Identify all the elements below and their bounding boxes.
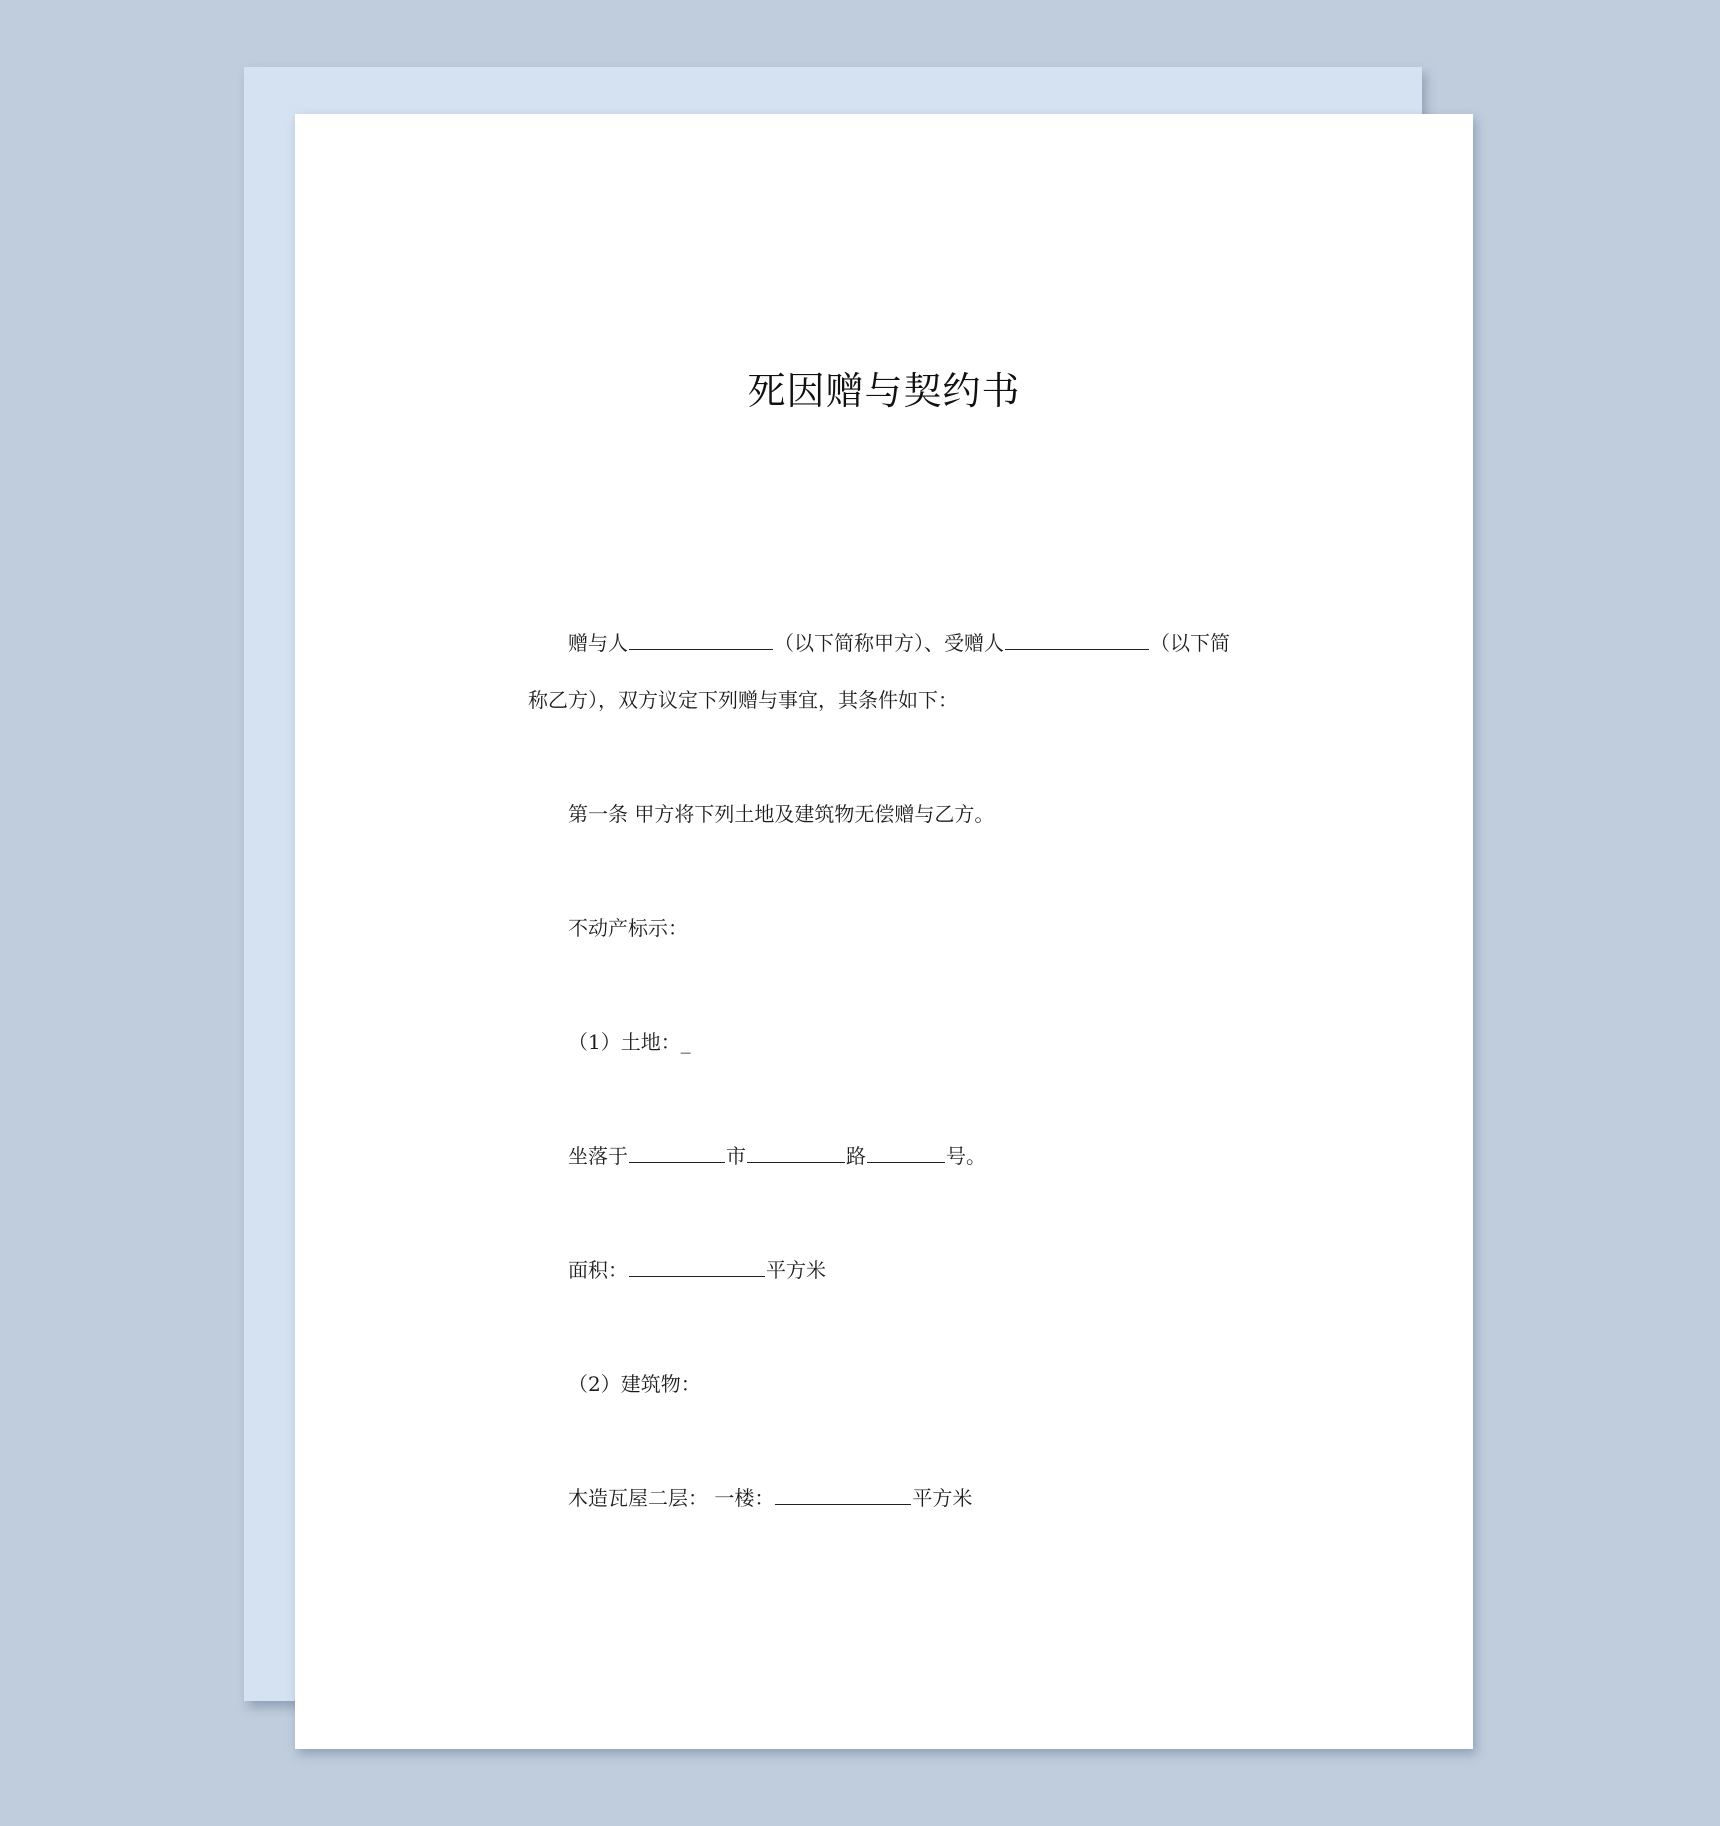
area-unit: 平方米 xyxy=(766,1258,826,1282)
article-one: 第一条 甲方将下列土地及建筑物无偿赠与乙方。 xyxy=(568,802,995,826)
first-floor-area-field[interactable] xyxy=(775,1484,911,1505)
donor-label: 赠与人 xyxy=(568,631,628,655)
document-title: 死因赠与契约书 xyxy=(747,369,1021,413)
document-page xyxy=(295,114,1473,1749)
city-field[interactable] xyxy=(629,1142,725,1163)
location-line xyxy=(568,1142,986,1170)
building-type-label: 木造瓦屋二层： 一楼： xyxy=(568,1486,775,1510)
road-label: 路 xyxy=(846,1144,866,1168)
area-line xyxy=(568,1256,826,1284)
land-label: （1）土地：_ xyxy=(568,1030,691,1054)
recipient-label: （以下简称甲方）、受赠人 xyxy=(774,631,1004,655)
donor-paragraph-line2: 称乙方），双方议定下列赠与事宜，其条件如下： xyxy=(528,688,958,712)
recipient-name-field[interactable] xyxy=(1005,629,1149,650)
building-label: （2）建筑物： xyxy=(568,1372,701,1396)
number-field[interactable] xyxy=(867,1142,945,1163)
property-heading: 不动产标示： xyxy=(568,916,688,940)
building-line xyxy=(568,1484,972,1512)
donor-name-field[interactable] xyxy=(629,629,773,650)
number-label: 号。 xyxy=(946,1144,986,1168)
donor-paragraph-line1 xyxy=(568,629,1230,657)
area-field[interactable] xyxy=(629,1256,765,1277)
road-field[interactable] xyxy=(747,1142,845,1163)
location-label: 坐落于 xyxy=(568,1144,628,1168)
city-label: 市 xyxy=(726,1144,746,1168)
paragraph-continuation: （以下简 xyxy=(1150,631,1230,655)
building-unit: 平方米 xyxy=(912,1486,973,1510)
area-label: 面积： xyxy=(568,1258,628,1282)
